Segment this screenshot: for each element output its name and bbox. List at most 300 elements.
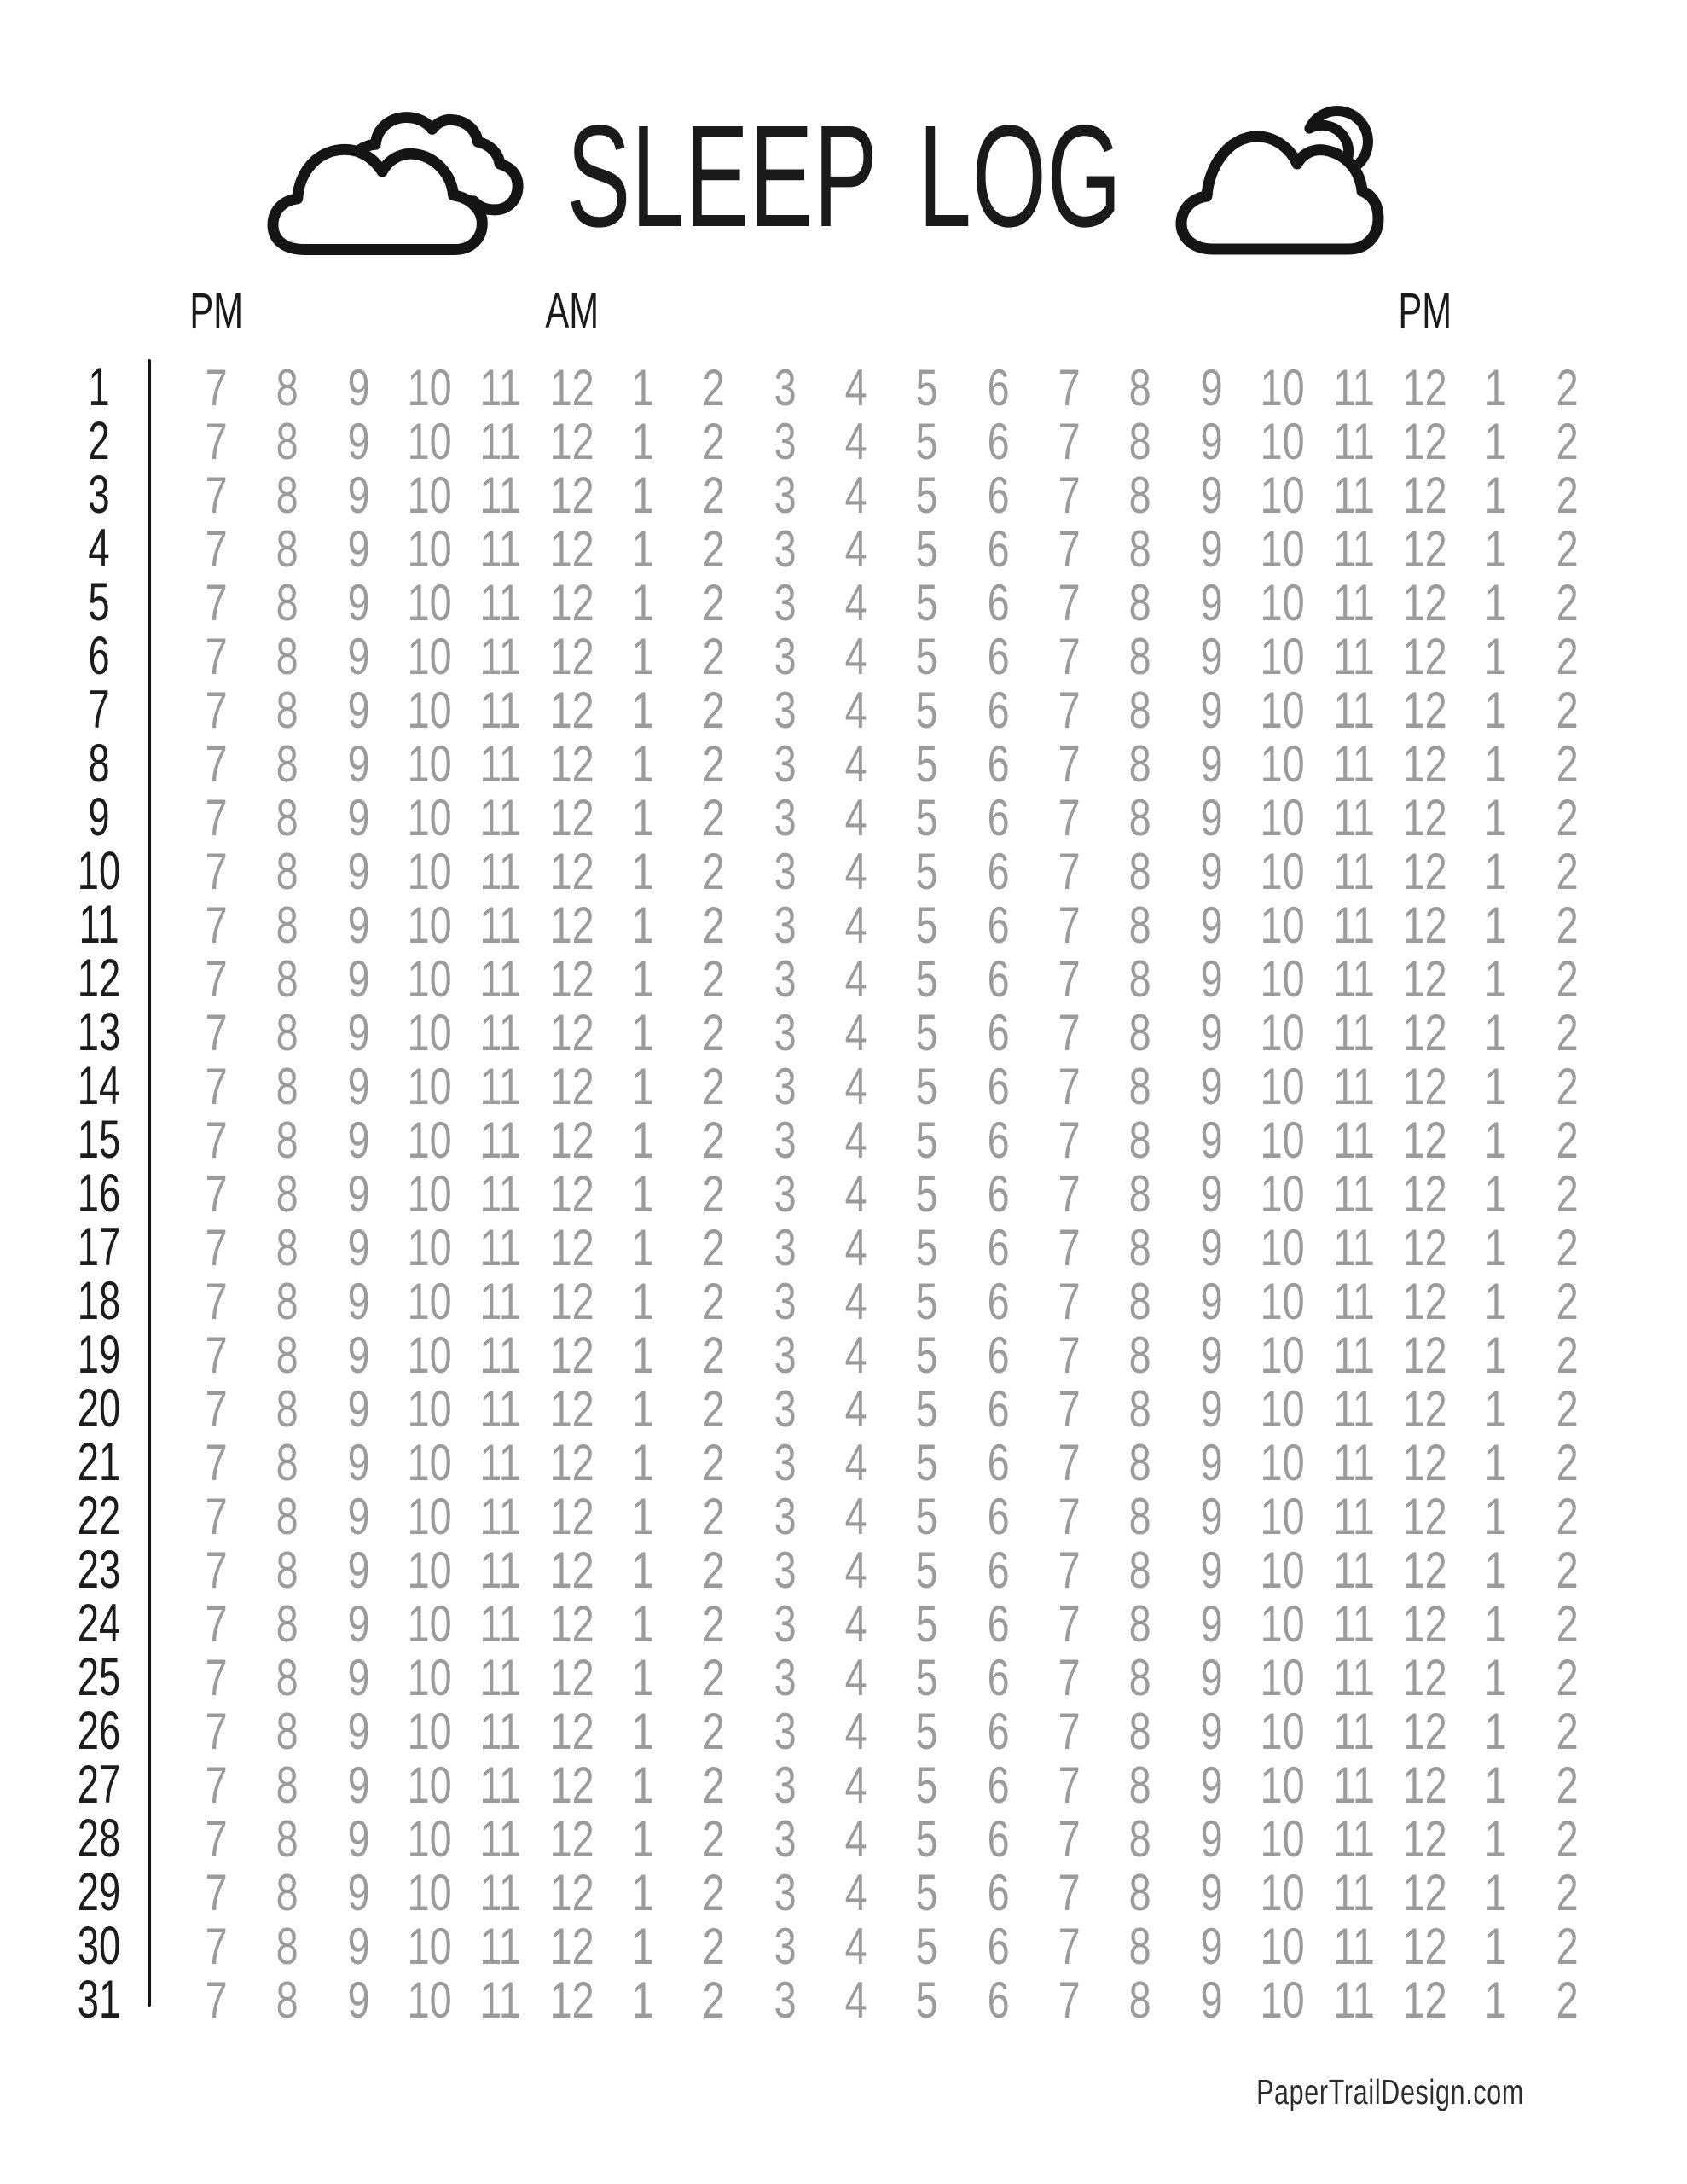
hour-cell: 10 xyxy=(1260,1809,1305,1867)
hour-cell: 12 xyxy=(1402,1917,1447,1975)
hour-cell: 11 xyxy=(479,1218,522,1276)
hour-cell: 8 xyxy=(275,1111,299,1169)
hour-cell: 11 xyxy=(479,627,522,685)
hour-cell: 7 xyxy=(205,1433,228,1491)
day-divider-gap xyxy=(150,1754,181,1815)
hour-cell: 7 xyxy=(1058,1917,1081,1975)
hour-cell: 7 xyxy=(1058,1648,1081,1706)
hour-cell: 2 xyxy=(1556,1380,1579,1438)
hour-cell: 12 xyxy=(549,1863,594,1921)
hour-cell: 1 xyxy=(1484,358,1507,416)
hour-cell: 1 xyxy=(1484,735,1507,793)
hour-cell: 7 xyxy=(205,1648,228,1706)
hour-cell: 7 xyxy=(205,788,228,846)
hour-cell: 12 xyxy=(549,1003,594,1061)
day-divider-gap xyxy=(150,572,181,633)
hour-cell: 8 xyxy=(275,1756,299,1814)
hour-cell: 9 xyxy=(347,1057,370,1115)
hour-cell: 7 xyxy=(205,1218,228,1276)
hour-cell: 10 xyxy=(1260,1111,1305,1169)
day-label: 15 xyxy=(77,1110,121,1170)
hour-cell: 8 xyxy=(275,681,299,739)
table-row xyxy=(48,1055,1687,1116)
period-label-am-2: AM xyxy=(545,282,599,339)
hour-cell: 2 xyxy=(1556,1917,1579,1975)
hour-cell: 9 xyxy=(347,1487,370,1545)
hour-cell: 11 xyxy=(1332,1594,1375,1653)
hour-cell: 8 xyxy=(1129,950,1152,1008)
day-label: 4 xyxy=(88,519,110,578)
hour-cell: 12 xyxy=(1402,1380,1447,1438)
table-row xyxy=(48,1432,1687,1492)
hour-cell: 2 xyxy=(703,788,726,846)
day-divider-gap xyxy=(150,625,181,687)
hour-cell: 7 xyxy=(205,1380,228,1438)
hour-cell: 11 xyxy=(1332,1111,1375,1169)
hour-cell: 1 xyxy=(631,896,654,954)
hour-cell: 1 xyxy=(1484,1648,1507,1706)
hour-cell: 10 xyxy=(407,1218,452,1276)
hour-cell: 11 xyxy=(479,1487,522,1545)
hour-cell: 1 xyxy=(631,1756,654,1814)
hour-cell: 8 xyxy=(1129,358,1152,416)
day-label: 12 xyxy=(77,949,121,1008)
hour-cell: 6 xyxy=(987,1541,1010,1599)
day-label: 3 xyxy=(88,465,110,525)
hour-cell: 4 xyxy=(844,1809,867,1867)
hour-cell: 12 xyxy=(549,1971,594,2029)
hour-cell: 6 xyxy=(987,1809,1010,1867)
hour-cell: 12 xyxy=(549,1648,594,1706)
hour-cell: 2 xyxy=(703,735,726,793)
hour-cell: 11 xyxy=(479,1433,522,1491)
hour-cell: 5 xyxy=(916,1809,939,1867)
hour-cell: 6 xyxy=(987,1594,1010,1653)
day-label: 9 xyxy=(88,787,110,847)
hour-cell: 9 xyxy=(1200,681,1223,739)
hour-cell: 12 xyxy=(1402,1541,1447,1599)
hour-cell: 4 xyxy=(844,1003,867,1061)
hour-cell: 8 xyxy=(1129,1863,1152,1921)
period-header-row xyxy=(0,283,1687,338)
hour-cell: 7 xyxy=(205,1863,228,1921)
hour-cell: 7 xyxy=(1058,681,1081,739)
hour-cell: 12 xyxy=(1402,735,1447,793)
hour-cell: 10 xyxy=(407,1809,452,1867)
hour-cell: 4 xyxy=(844,1165,867,1223)
hour-cell: 5 xyxy=(916,520,939,578)
hour-cell: 6 xyxy=(987,1917,1010,1975)
day-divider-gap xyxy=(150,679,181,741)
hour-cell: 7 xyxy=(1058,1003,1081,1061)
hour-cell: 11 xyxy=(479,896,522,954)
hour-cell: 9 xyxy=(1200,1648,1223,1706)
hour-cell: 7 xyxy=(205,1917,228,1975)
hour-cell: 7 xyxy=(1058,1218,1081,1276)
hour-cell: 8 xyxy=(275,1326,299,1384)
hour-cell: 12 xyxy=(549,1541,594,1599)
hour-cell: 5 xyxy=(916,1003,939,1061)
hour-cell: 10 xyxy=(1260,627,1305,685)
hour-cell: 1 xyxy=(631,950,654,1008)
hour-cell: 7 xyxy=(1058,1111,1081,1169)
hour-cell: 6 xyxy=(987,1218,1010,1276)
hour-cell: 3 xyxy=(774,681,797,739)
hour-cell: 6 xyxy=(987,627,1010,685)
hour-cell: 9 xyxy=(1200,950,1223,1008)
hour-cell: 8 xyxy=(1129,520,1152,578)
hour-cell: 10 xyxy=(407,573,452,631)
hour-cell: 10 xyxy=(1260,1917,1305,1975)
day-label: 28 xyxy=(77,1809,121,1868)
cloud-moon-icon xyxy=(1175,107,1379,258)
hour-cell: 1 xyxy=(1484,466,1507,524)
hour-cell: 2 xyxy=(703,1863,726,1921)
hour-cell: 3 xyxy=(774,1380,797,1438)
hour-cell: 12 xyxy=(1402,1594,1447,1653)
day-divider-gap xyxy=(150,1808,181,1869)
hour-cell: 6 xyxy=(987,1326,1010,1384)
hour-cell: 11 xyxy=(479,735,522,793)
hour-cell: 9 xyxy=(347,1218,370,1276)
hour-cell: 6 xyxy=(987,412,1010,470)
day-label: 13 xyxy=(77,1002,121,1062)
hour-cell: 11 xyxy=(1332,412,1375,470)
hour-cell: 4 xyxy=(844,520,867,578)
hour-cell: 5 xyxy=(916,1702,939,1760)
hour-cell: 3 xyxy=(774,788,797,846)
hour-cell: 1 xyxy=(1484,1756,1507,1814)
day-divider-gap xyxy=(150,1539,181,1600)
table-row xyxy=(48,1700,1687,1761)
hour-cell: 8 xyxy=(1129,842,1152,900)
hour-cell: 10 xyxy=(1260,1594,1305,1653)
hour-cell: 10 xyxy=(1260,681,1305,739)
hour-cell: 12 xyxy=(1402,1165,1447,1223)
hour-cell: 7 xyxy=(205,1971,228,2029)
hour-cell: 12 xyxy=(549,1702,594,1760)
hour-cell: 12 xyxy=(1402,1702,1447,1760)
day-divider-gap xyxy=(150,1432,181,1493)
hour-cell: 4 xyxy=(844,1971,867,2029)
hour-cell: 12 xyxy=(1402,1971,1447,2029)
hour-cell: 11 xyxy=(1332,1648,1375,1706)
hour-cell: 6 xyxy=(987,1863,1010,1921)
hour-cell: 8 xyxy=(1129,573,1152,631)
hour-cell: 10 xyxy=(1260,1433,1305,1491)
hour-cell: 6 xyxy=(987,466,1010,524)
hour-cell: 8 xyxy=(1129,466,1152,524)
hour-cell: 10 xyxy=(407,1863,452,1921)
hour-cell: 11 xyxy=(479,573,522,631)
day-divider-gap xyxy=(150,948,181,1009)
hour-cell: 6 xyxy=(987,1648,1010,1706)
hour-cell: 7 xyxy=(205,627,228,685)
hour-cell: 9 xyxy=(347,681,370,739)
hour-cell: 10 xyxy=(407,1917,452,1975)
hour-cell: 2 xyxy=(1556,627,1579,685)
hour-cell: 12 xyxy=(549,1165,594,1223)
hour-cell: 5 xyxy=(916,573,939,631)
hour-cell: 1 xyxy=(1484,573,1507,631)
table-row xyxy=(48,840,1687,901)
day-divider-gap xyxy=(150,1485,181,1547)
hour-cell: 9 xyxy=(1200,1111,1223,1169)
table-row xyxy=(48,1163,1687,1223)
hour-cell: 1 xyxy=(1484,1702,1507,1760)
table-row xyxy=(48,1002,1687,1062)
hour-cell: 6 xyxy=(987,1971,1010,2029)
hour-cell: 9 xyxy=(1200,520,1223,578)
hour-cell: 7 xyxy=(205,1594,228,1653)
hour-cell: 10 xyxy=(407,842,452,900)
hour-cell: 1 xyxy=(631,1863,654,1921)
hour-cell: 12 xyxy=(1402,788,1447,846)
day-divider-gap xyxy=(150,1915,181,1977)
hour-cell: 2 xyxy=(703,1326,726,1384)
hour-cell: 11 xyxy=(479,681,522,739)
hour-cell: 7 xyxy=(205,1756,228,1814)
hour-cell: 8 xyxy=(275,1218,299,1276)
hour-cell: 9 xyxy=(1200,1594,1223,1653)
hour-cell: 1 xyxy=(631,681,654,739)
hour-cell: 12 xyxy=(549,412,594,470)
hour-cell: 11 xyxy=(1332,1326,1375,1384)
hour-cell: 8 xyxy=(275,842,299,900)
hour-cell: 7 xyxy=(1058,842,1081,900)
hour-cell: 3 xyxy=(774,358,797,416)
hour-cell: 10 xyxy=(407,1003,452,1061)
hour-cell: 1 xyxy=(631,1971,654,2029)
hour-cell: 5 xyxy=(916,1756,939,1814)
hour-cell: 11 xyxy=(1332,1756,1375,1814)
day-label: 16 xyxy=(77,1164,121,1223)
hour-cell: 10 xyxy=(1260,412,1305,470)
hour-cell: 1 xyxy=(631,1917,654,1975)
hour-cell: 12 xyxy=(549,1594,594,1653)
hour-cell: 7 xyxy=(205,896,228,954)
table-row xyxy=(48,679,1687,740)
hour-cell: 11 xyxy=(479,1809,522,1867)
hour-cell: 7 xyxy=(1058,896,1081,954)
hour-cell: 2 xyxy=(703,573,726,631)
hour-cell: 12 xyxy=(549,573,594,631)
hour-cell: 10 xyxy=(1260,1326,1305,1384)
hour-cell: 11 xyxy=(479,520,522,578)
hour-cell: 10 xyxy=(407,788,452,846)
hour-cell: 2 xyxy=(1556,1541,1579,1599)
hour-cell: 11 xyxy=(1332,358,1375,416)
period-label-pm-1: PM xyxy=(189,282,243,339)
hour-cell: 7 xyxy=(1058,1756,1081,1814)
day-label: 17 xyxy=(77,1217,121,1277)
hour-cell: 3 xyxy=(774,412,797,470)
hour-cell: 9 xyxy=(1200,788,1223,846)
hour-cell: 7 xyxy=(1058,412,1081,470)
hour-cell: 5 xyxy=(916,1272,939,1330)
hour-cell: 8 xyxy=(275,1433,299,1491)
table-row xyxy=(48,787,1687,847)
hour-cell: 10 xyxy=(407,1541,452,1599)
hour-cell: 1 xyxy=(1484,1003,1507,1061)
hour-cell: 11 xyxy=(1332,1487,1375,1545)
hour-cell: 11 xyxy=(479,1917,522,1975)
hour-cell: 1 xyxy=(631,1165,654,1223)
hour-cell: 7 xyxy=(1058,1541,1081,1599)
hour-cell: 10 xyxy=(407,1648,452,1706)
hour-cell: 4 xyxy=(844,1756,867,1814)
hour-cell: 2 xyxy=(703,520,726,578)
hour-cell: 11 xyxy=(1332,520,1375,578)
hour-cell: 1 xyxy=(1484,842,1507,900)
table-row xyxy=(48,1862,1687,1922)
hour-cell: 2 xyxy=(1556,1326,1579,1384)
hour-cell: 5 xyxy=(916,1326,939,1384)
hour-cell: 11 xyxy=(1332,573,1375,631)
hour-cell: 5 xyxy=(916,627,939,685)
hour-cell: 11 xyxy=(479,1111,522,1169)
hour-cell: 5 xyxy=(916,1863,939,1921)
hour-cell: 12 xyxy=(549,950,594,1008)
hour-cell: 9 xyxy=(347,1541,370,1599)
hour-cell: 10 xyxy=(407,358,452,416)
hour-cell: 7 xyxy=(205,1003,228,1061)
hour-cell: 1 xyxy=(631,1541,654,1599)
hour-cell: 4 xyxy=(844,681,867,739)
hour-cell: 5 xyxy=(916,1111,939,1169)
hour-cell: 1 xyxy=(1484,1057,1507,1115)
hour-cell: 11 xyxy=(1332,788,1375,846)
hour-cell: 9 xyxy=(1200,1971,1223,2029)
hour-cell: 2 xyxy=(703,1487,726,1545)
hour-cell: 11 xyxy=(1332,1917,1375,1975)
hour-cell: 1 xyxy=(1484,1917,1507,1975)
hour-cell: 1 xyxy=(631,788,654,846)
hour-cell: 5 xyxy=(916,842,939,900)
hour-cell: 9 xyxy=(1200,1541,1223,1599)
day-divider-gap xyxy=(150,1647,181,1708)
table-row xyxy=(48,1808,1687,1868)
hour-cell: 10 xyxy=(407,466,452,524)
hour-cell: 3 xyxy=(774,1863,797,1921)
hour-cell: 9 xyxy=(1200,1218,1223,1276)
hour-cell: 4 xyxy=(844,1487,867,1545)
hour-cell: 3 xyxy=(774,1433,797,1491)
hour-cell: 3 xyxy=(774,1917,797,1975)
day-divider-gap xyxy=(150,894,181,956)
hour-cell: 11 xyxy=(1332,1057,1375,1115)
hour-cell: 2 xyxy=(703,1380,726,1438)
hour-cell: 1 xyxy=(1484,1863,1507,1921)
hour-cell: 9 xyxy=(1200,1809,1223,1867)
hour-cell: 1 xyxy=(1484,1809,1507,1867)
hour-cell: 5 xyxy=(916,1057,939,1115)
hour-cell: 8 xyxy=(275,1594,299,1653)
day-label: 29 xyxy=(77,1862,121,1922)
day-divider-gap xyxy=(150,1163,181,1224)
hour-cell: 9 xyxy=(347,1756,370,1814)
hour-cell: 10 xyxy=(407,1272,452,1330)
day-label: 2 xyxy=(88,411,110,471)
hour-cell: 10 xyxy=(407,1057,452,1115)
day-label: 22 xyxy=(77,1486,121,1546)
hour-cell: 7 xyxy=(1058,1165,1081,1223)
hour-cell: 7 xyxy=(205,681,228,739)
hour-cell: 2 xyxy=(1556,1809,1579,1867)
hour-cell: 2 xyxy=(703,1809,726,1867)
hour-cell: 10 xyxy=(1260,1487,1305,1545)
hour-cell: 12 xyxy=(1402,1809,1447,1867)
hour-cell: 12 xyxy=(1402,466,1447,524)
hour-cell: 3 xyxy=(774,466,797,524)
hour-cell: 11 xyxy=(479,1594,522,1653)
hour-cell: 12 xyxy=(549,1380,594,1438)
hour-cell: 8 xyxy=(275,573,299,631)
hour-cell: 9 xyxy=(347,1594,370,1653)
hour-cell: 9 xyxy=(1200,1917,1223,1975)
hour-cell: 5 xyxy=(916,412,939,470)
hour-cell: 8 xyxy=(1129,1487,1152,1545)
hour-cell: 8 xyxy=(1129,1003,1152,1061)
table-row xyxy=(48,1217,1687,1277)
hour-cell: 1 xyxy=(631,1702,654,1760)
hour-cell: 12 xyxy=(1402,1003,1447,1061)
hour-cell: 7 xyxy=(1058,1380,1081,1438)
hour-cell: 12 xyxy=(1402,1272,1447,1330)
hour-cell: 4 xyxy=(844,1863,867,1921)
hour-cell: 2 xyxy=(703,358,726,416)
page-title: SLEEP LOG xyxy=(566,96,1122,258)
hour-cell: 4 xyxy=(844,627,867,685)
hour-cell: 8 xyxy=(1129,1541,1152,1599)
hour-cell: 3 xyxy=(774,1326,797,1384)
day-divider-gap xyxy=(150,357,181,418)
hour-cell: 7 xyxy=(205,1111,228,1169)
hour-cell: 8 xyxy=(1129,412,1152,470)
hour-cell: 7 xyxy=(205,573,228,631)
hour-cell: 2 xyxy=(703,1272,726,1330)
day-divider-gap xyxy=(150,1593,181,1654)
hour-cell: 1 xyxy=(631,1487,654,1545)
hour-cell: 12 xyxy=(549,735,594,793)
hour-cell: 2 xyxy=(1556,520,1579,578)
hour-cell: 4 xyxy=(844,1111,867,1169)
hour-cell: 12 xyxy=(549,1433,594,1491)
hour-cell: 3 xyxy=(774,1648,797,1706)
day-divider-gap xyxy=(150,787,181,848)
hour-cell: 9 xyxy=(347,627,370,685)
hour-cell: 11 xyxy=(479,950,522,1008)
hour-cell: 3 xyxy=(774,1218,797,1276)
hour-cell: 4 xyxy=(844,1380,867,1438)
hour-cell: 1 xyxy=(1484,1111,1507,1169)
hour-cell: 9 xyxy=(347,1003,370,1061)
hour-cell: 6 xyxy=(987,358,1010,416)
hour-cell: 6 xyxy=(987,1702,1010,1760)
hour-cell: 2 xyxy=(703,842,726,900)
hour-cell: 8 xyxy=(275,358,299,416)
hour-cell: 9 xyxy=(347,1863,370,1921)
hour-cell: 1 xyxy=(631,1057,654,1115)
hour-cell: 12 xyxy=(1402,950,1447,1008)
hour-cell: 9 xyxy=(347,950,370,1008)
hour-cell: 3 xyxy=(774,1541,797,1599)
hour-cell: 8 xyxy=(275,412,299,470)
hour-cell: 7 xyxy=(1058,573,1081,631)
hour-cell: 3 xyxy=(774,1487,797,1545)
day-divider-gap xyxy=(150,464,181,526)
hour-cell: 6 xyxy=(987,1756,1010,1814)
